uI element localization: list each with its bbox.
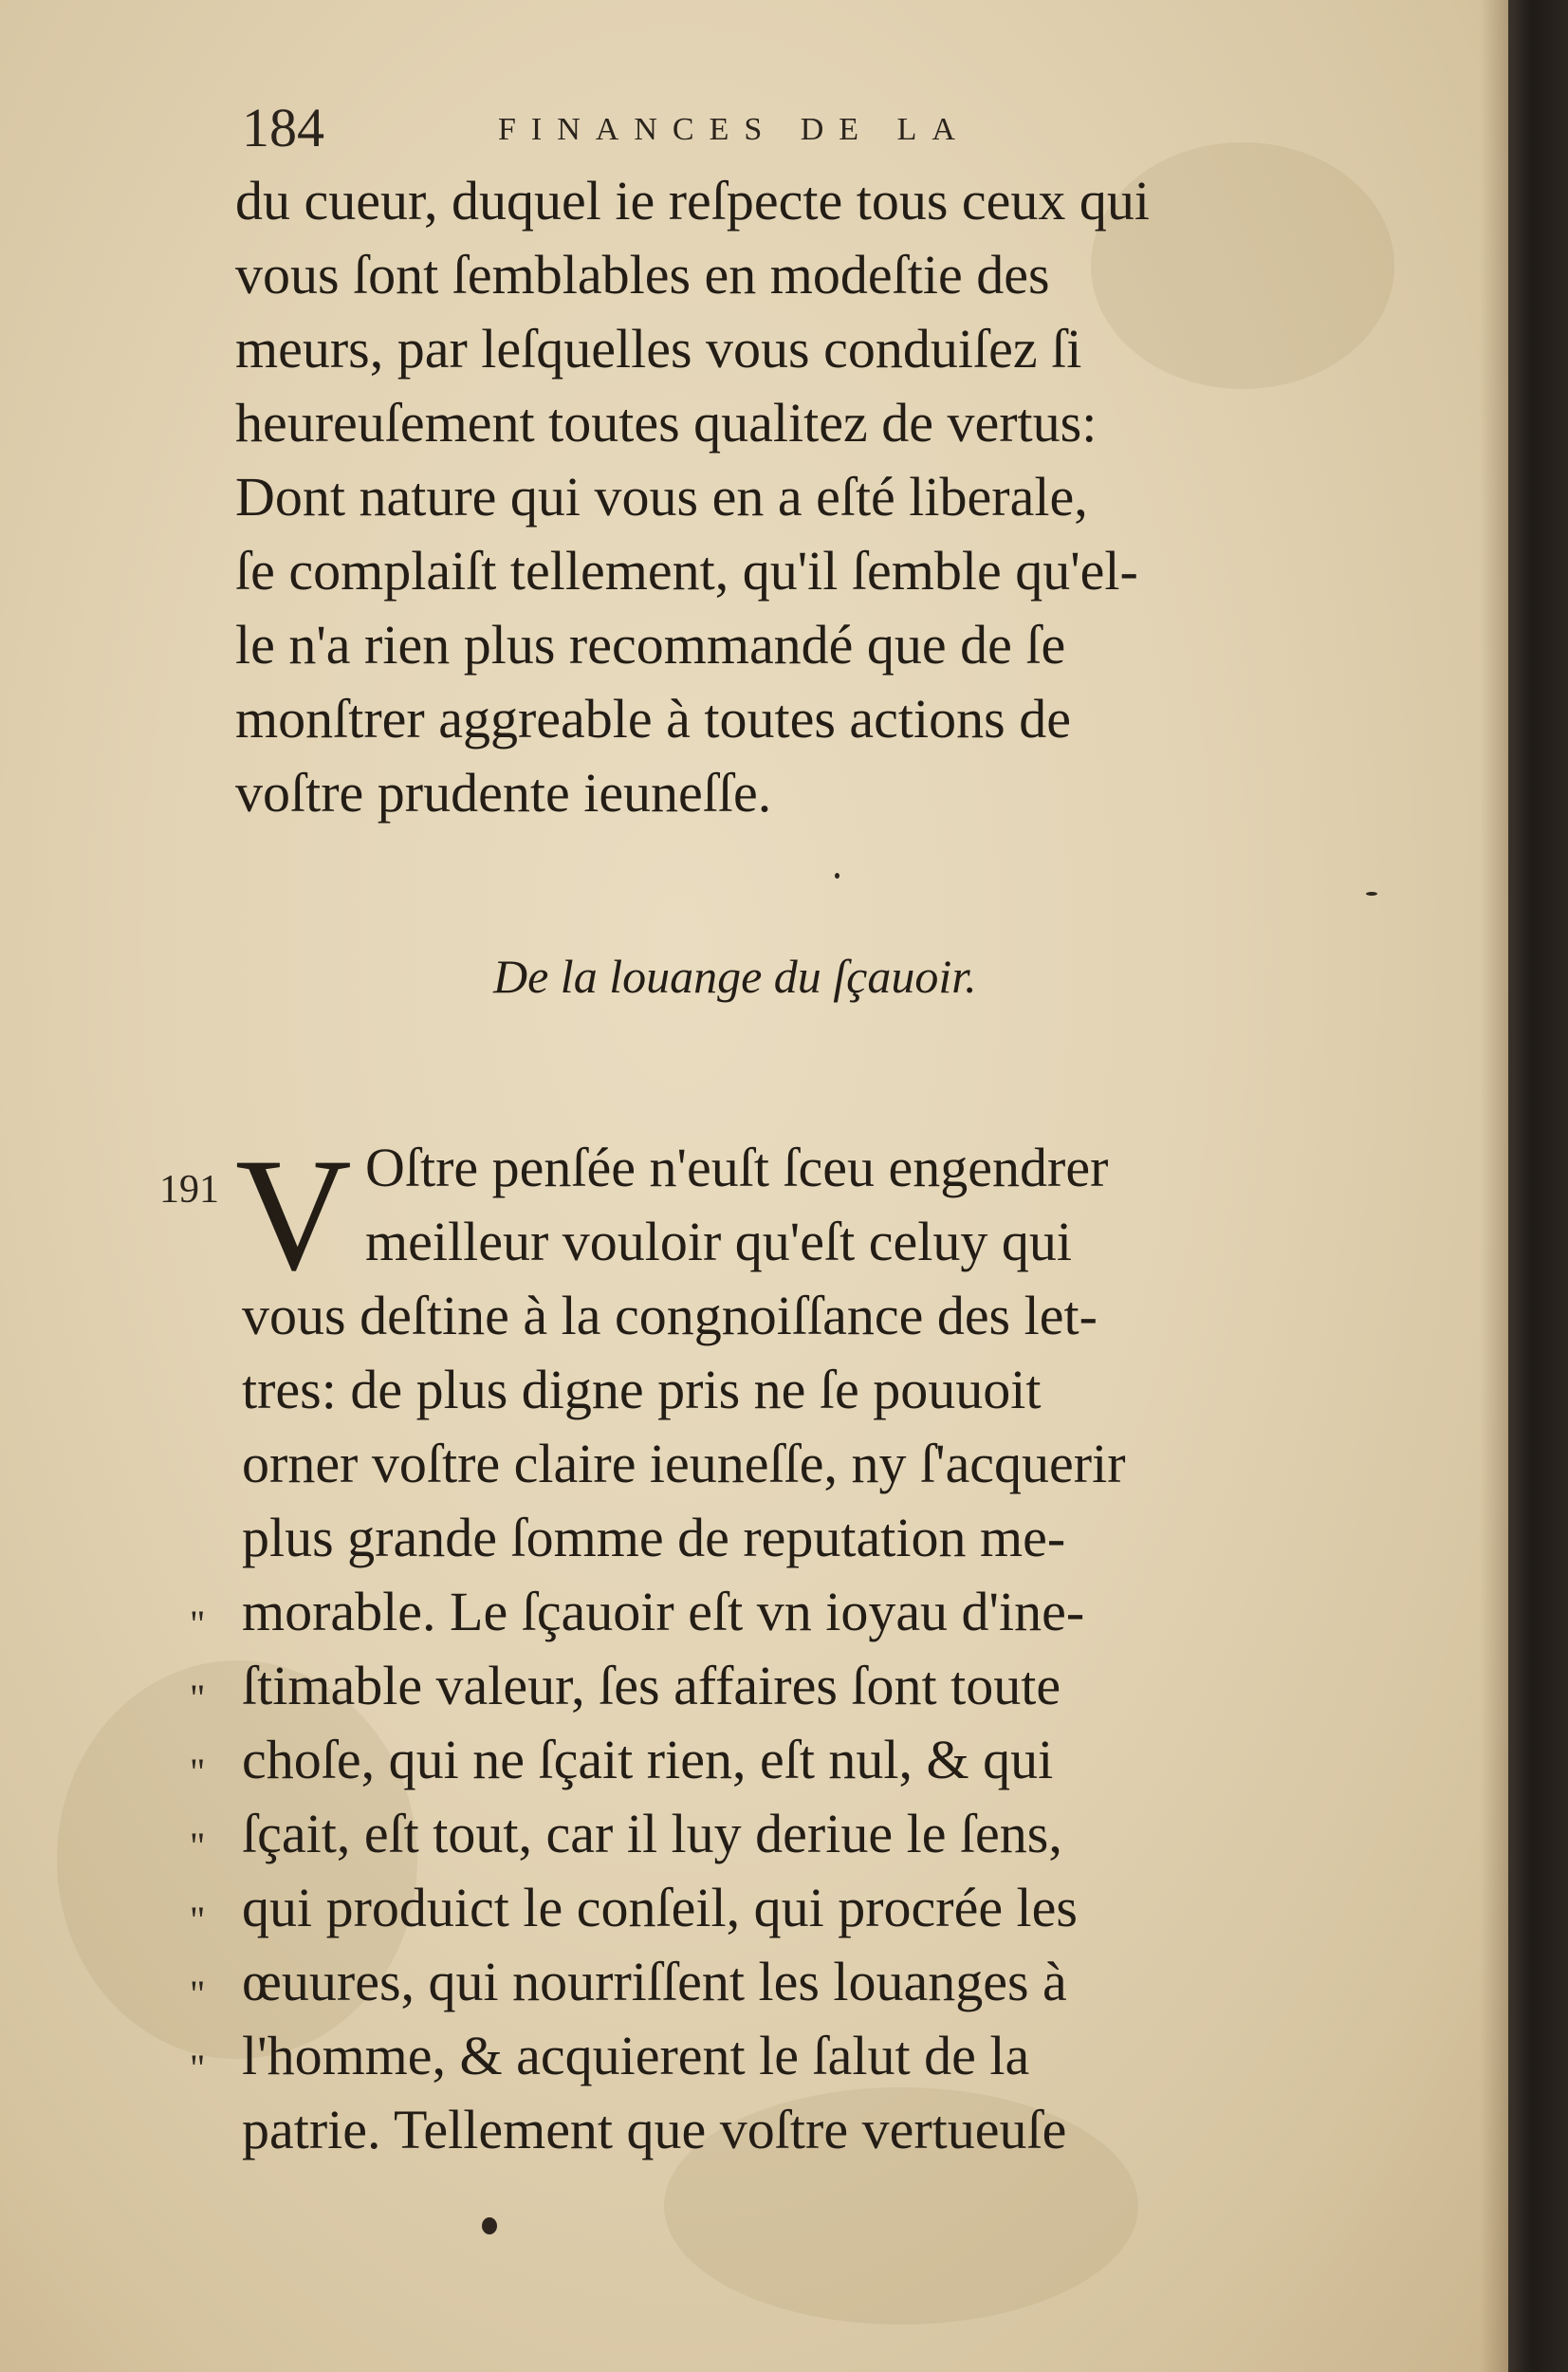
text-line: monſtrer aggreable à toutes actions de <box>235 688 1071 750</box>
text-line: choſe, qui ne ſçait rien, eſt nul, & qui <box>242 1729 1054 1790</box>
text-line: plus grande ſomme de reputation me- <box>242 1507 1066 1568</box>
book-gutter <box>1508 0 1568 2372</box>
ink-spot <box>835 873 839 879</box>
text-line: meilleur vouloir qu'eſt celuy qui <box>365 1211 1072 1272</box>
text-line: meurs, par leſquelles vous conduiſez ſi <box>235 318 1082 380</box>
page-edge-shadow <box>1480 0 1508 2372</box>
text-line: Oſtre penſée n'euſt ſceu engendrer <box>365 1137 1109 1198</box>
section-heading: De la louange du ſçauoir. <box>493 950 977 1003</box>
text-line: voſtre prudente ieuneſſe. <box>235 762 772 824</box>
text-line: du cueur, duquel ie reſpecte tous ceux qui <box>235 170 1150 232</box>
drop-capital: V <box>235 1125 352 1304</box>
quotation-marker: " <box>190 1899 202 1941</box>
margin-note-number: 191 <box>159 1168 219 1212</box>
quotation-marker: " <box>190 1677 202 1719</box>
text-line: tres: de plus digne pris ne ſe pouuoit <box>242 1359 1042 1420</box>
quotation-marker: " <box>190 2047 202 2089</box>
ink-spot <box>482 2217 497 2234</box>
text-line: œuures, qui nourriſſent les louanges à <box>242 1951 1067 2012</box>
running-title: FINANCES DE LA <box>498 112 970 147</box>
running-head <box>242 95 1380 161</box>
page-number: 184 <box>242 97 324 158</box>
quotation-marker: " <box>190 1973 202 2015</box>
text-line: vous deſtine à la congnoiſſance des let- <box>242 1285 1098 1346</box>
text-line: ſtimable valeur, ſes affaires ſont toute <box>242 1655 1061 1716</box>
quotation-marker: " <box>190 1603 202 1645</box>
text-line: patrie. Tellement que voſtre vertueuſe <box>242 2099 1067 2160</box>
text-line: ſçait, eſt tout, car il luy deriue le ſens, <box>242 1803 1062 1864</box>
text-line: Dont nature qui vous en a eſté liberale, <box>235 466 1088 528</box>
quotation-marker: " <box>190 1825 202 1867</box>
quotation-marker: " <box>190 1751 202 1793</box>
text-line: ſe complaiſt tellement, qu'il ſemble qu'el- <box>235 540 1138 602</box>
text-line: l'homme, & acquierent le ſalut de la <box>242 2025 1030 2086</box>
text-line: heureuſement toutes qualitez de vertus: <box>235 392 1098 454</box>
text-line: qui produict le conſeil, qui procrée les <box>242 1877 1078 1938</box>
text-line: orner voſtre claire ieuneſſe, ny ſ'acquerir <box>242 1433 1126 1494</box>
ink-spot <box>1366 892 1377 896</box>
text-line: morable. Le ſçauoir eſt vn ioyau d'ine- <box>242 1581 1085 1642</box>
text-line: le n'a rien plus recommandé que de ſe <box>235 614 1066 676</box>
text-line: vous ſont ſemblables en modeſtie des <box>235 244 1050 306</box>
